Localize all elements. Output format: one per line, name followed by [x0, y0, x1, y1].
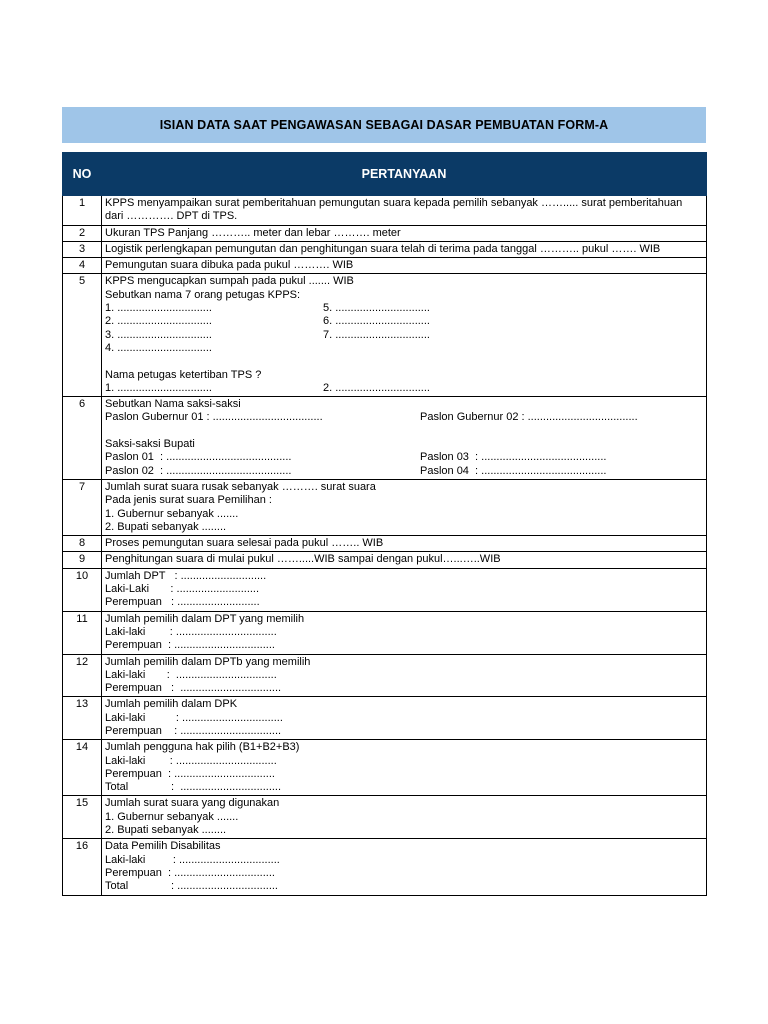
security-entry: 2. ............................... [323, 381, 430, 394]
table-row [63, 196, 707, 226]
question-line: Jumlah pemilih dalam DPTb yang memilih [105, 655, 311, 668]
row-number: 8 [63, 536, 102, 552]
row-question [102, 196, 707, 226]
governor-witness-pair [105, 411, 703, 424]
officer-pair [105, 302, 703, 315]
table-row [63, 611, 707, 654]
row-number: 14 [63, 740, 102, 796]
question-line: Jumlah surat suara yang digunakan [105, 797, 280, 810]
row-question [102, 397, 707, 480]
question-line: 2. Bupati sebanyak ........ [105, 520, 227, 533]
row-question [102, 258, 707, 274]
witness-entry: Paslon 03 : ......................................... [420, 451, 607, 464]
table-row [63, 241, 707, 257]
question-line: Logistik perlengkapan pemungutan dan penghitungan suara telah di terima pada tanggal ……….. pukul ……. WIB [105, 242, 661, 255]
table-row [63, 274, 707, 397]
security-pair [105, 382, 703, 395]
header-question: PERTANYAAN [102, 153, 707, 196]
question-line: Saksi-saksi Bupati [105, 438, 195, 451]
row-number: 5 [63, 274, 102, 397]
row-number: 6 [63, 397, 102, 480]
question-line: KPPS menyampaikan surat pemberitahuan pemungutan suara kepada pemilih sebanyak ……..... surat pemberitahuan [105, 197, 683, 209]
question-line: Proses pemungutan suara selesai pada pukul …….. WIB [105, 537, 384, 550]
table-row [63, 697, 707, 740]
table-row [63, 568, 707, 611]
table-row [63, 258, 707, 274]
question-line: Sebutkan nama 7 orang petugas KPPS: [105, 288, 301, 301]
row-question [102, 274, 707, 397]
row-question [102, 796, 707, 839]
question-line: Jumlah pemilih dalam DPT yang memilih [105, 612, 305, 625]
witness-entry: Paslon 01 : ......................................... [105, 451, 292, 464]
row-question [102, 536, 707, 552]
security-entry: 1. ............................... [105, 381, 212, 394]
question-line: KPPS mengucapkan sumpah pada pukul ....... WIB [105, 275, 354, 288]
question-line: Perempuan : ........................... [105, 596, 260, 609]
question-line: Perempuan : ................................. [105, 639, 275, 652]
witness-entry: Paslon Gubernur 02 : .................................... [420, 411, 638, 424]
row-question [102, 740, 707, 796]
question-line: Laki-laki : ................................. [105, 853, 280, 866]
officer-entry: 3. ............................... [105, 328, 212, 341]
question-line: Total : ................................. [105, 781, 282, 794]
question-line: 2. Bupati sebanyak ........ [105, 824, 227, 837]
question-line: Total : ................................. [105, 880, 278, 893]
bupati-witness-pair [105, 465, 703, 478]
question-line: Perempuan : ................................. [105, 682, 282, 695]
question-line: Laki-laki : ................................. [105, 754, 277, 767]
question-line: Data Pemilih Disabilitas [105, 840, 221, 853]
row-question [102, 225, 707, 241]
question-line: Nama petugas ketertiban TPS ? [105, 368, 262, 381]
table-row [63, 654, 707, 697]
witness-entry: Paslon 04 : ......................................... [420, 464, 607, 477]
row-number: 7 [63, 479, 102, 535]
officer-entry: 7. ............................... [323, 328, 430, 341]
table-row [63, 740, 707, 796]
table-row [63, 397, 707, 480]
row-number: 11 [63, 611, 102, 654]
question-line: Laki-laki : ................................. [105, 711, 283, 724]
witness-entry: Paslon Gubernur 01 : .................................... [105, 411, 323, 424]
question-table [62, 152, 707, 896]
row-number: 1 [63, 196, 102, 226]
row-question [102, 697, 707, 740]
table-row [63, 796, 707, 839]
officer-pair [105, 315, 703, 328]
officer-pair [105, 329, 703, 342]
header-no: NO [63, 153, 102, 196]
question-line: 1. Gubernur sebanyak ....... [105, 507, 239, 520]
row-question [102, 654, 707, 697]
question-line: Pemungutan suara dibuka pada pukul ………. WIB [105, 259, 354, 272]
form-title: ISIAN DATA SAAT PENGAWASAN SEBAGAI DASAR PEMBUATAN FORM-A [62, 107, 706, 143]
question-line: Sebutkan Nama saksi-saksi [105, 398, 241, 411]
table-row [63, 839, 707, 895]
question-line: Perempuan : ................................. [105, 866, 275, 879]
row-question [102, 479, 707, 535]
row-question [102, 552, 707, 568]
table-row [63, 479, 707, 535]
question-line: Perempuan : ................................. [105, 724, 282, 737]
witness-entry: Paslon 02 : ......................................... [105, 464, 292, 477]
table-header-row [63, 153, 707, 196]
question-line: Laki-laki : ................................. [105, 668, 277, 681]
officer-entry: 5. ............................... [323, 302, 430, 315]
officer-entry: 4. ............................... [105, 341, 212, 354]
question-line: Jumlah surat suara rusak sebanyak ………. surat suara [105, 480, 376, 493]
row-question [102, 568, 707, 611]
row-number: 4 [63, 258, 102, 274]
question-line: Penghitungan suara di mulai pukul …….....WIB sampai dengan pukul…...…..WIB [105, 553, 501, 566]
question-line: Laki-laki : ................................. [105, 625, 277, 638]
table-row [63, 552, 707, 568]
question-line: 1. Gubernur sebanyak ....... [105, 810, 239, 823]
question-line: Laki-Laki : ........................... [105, 583, 260, 596]
question-line: Ukuran TPS Panjang ……….. meter dan lebar ………. meter [105, 226, 401, 239]
bupati-witness-pair [105, 451, 703, 464]
row-question [102, 611, 707, 654]
question-line: Jumlah DPT : ............................ [105, 569, 267, 582]
question-line: Pada jenis surat suara Pemilihan : [105, 494, 272, 507]
table-row [63, 225, 707, 241]
question-line: Perempuan : ................................. [105, 767, 275, 780]
row-number: 16 [63, 839, 102, 895]
officer-entry: 1. ............................... [105, 302, 212, 315]
officer-entry: 2. ............................... [105, 315, 212, 328]
row-number: 9 [63, 552, 102, 568]
row-number: 13 [63, 697, 102, 740]
officer-entry: 6. ............................... [323, 315, 430, 328]
row-question [102, 241, 707, 257]
table-row [63, 536, 707, 552]
question-line: Jumlah pengguna hak pilih (B1+B2+B3) [105, 741, 300, 754]
row-number: 2 [63, 225, 102, 241]
row-number: 15 [63, 796, 102, 839]
question-line: dari …………. DPT di TPS. [105, 210, 238, 223]
row-number: 12 [63, 654, 102, 697]
row-number: 3 [63, 241, 102, 257]
row-number: 10 [63, 568, 102, 611]
question-line: Jumlah pemilih dalam DPK [105, 698, 238, 711]
row-question [102, 839, 707, 895]
